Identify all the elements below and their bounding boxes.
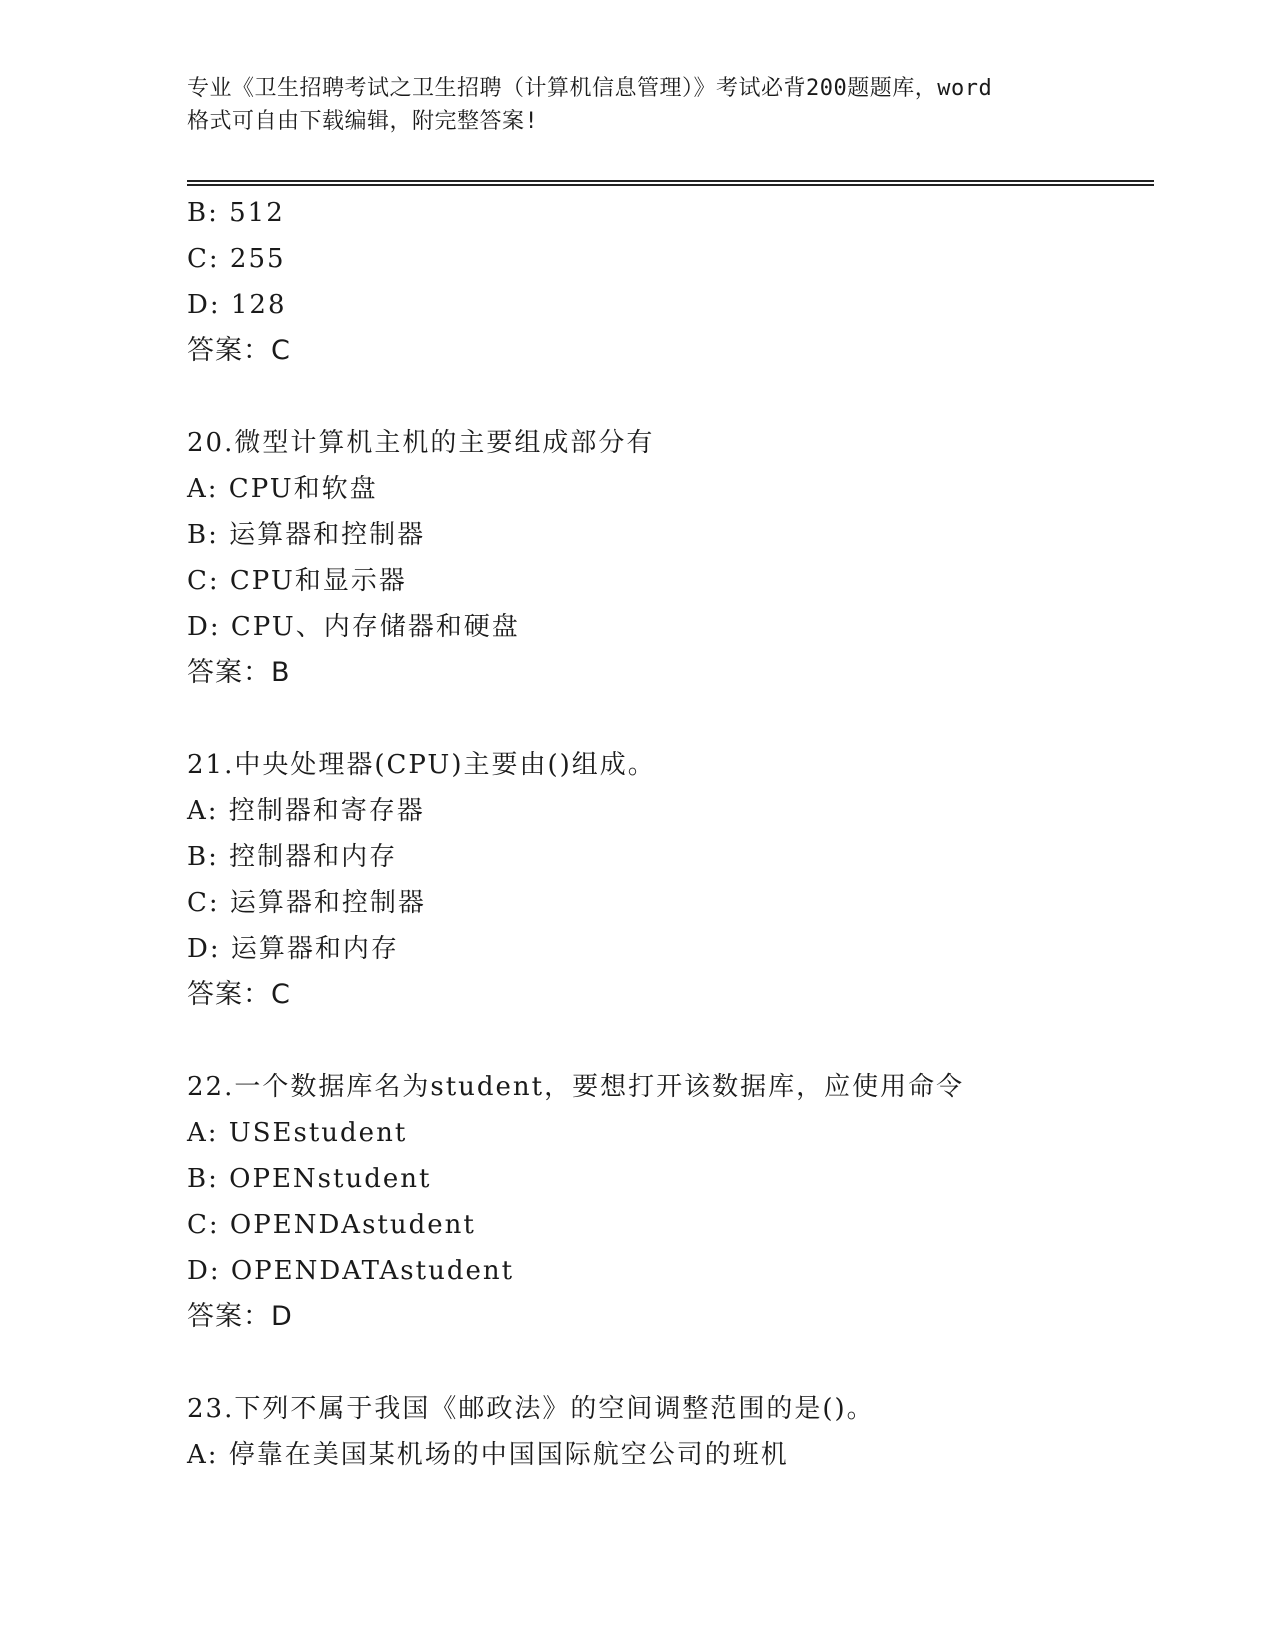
answer-line: 答案：B: [187, 657, 291, 688]
option-a: A: 停靠在美国某机场的中国国际航空公司的班机: [187, 1440, 789, 1470]
question-21: [187, 742, 1147, 1018]
option-b: B: 运算器和控制器: [187, 520, 426, 550]
spacer: [187, 1018, 1147, 1064]
question-list: [187, 190, 1147, 1478]
option-c: C: OPENDAstudent: [187, 1210, 476, 1240]
header-line-2: 格式可自由下载编辑，附完整答案!: [187, 109, 539, 134]
option-d: D: CPU、内存储器和硬盘: [187, 612, 520, 642]
option-b: B: OPENstudent: [187, 1164, 432, 1194]
header-divider-top: [187, 180, 1154, 182]
header-line-1: 专业《卫生招聘考试之卫生招聘（计算机信息管理）》考试必背200题题库，word: [187, 76, 993, 101]
option-b: B: 控制器和内存: [187, 842, 398, 872]
header-divider-bottom: [187, 184, 1154, 186]
answer-line: 答案：C: [187, 979, 291, 1010]
question-stem: 20.微型计算机主机的主要组成部分有: [187, 428, 655, 458]
option-a: A: USEstudent: [187, 1118, 408, 1148]
question-23: [187, 1386, 1147, 1478]
question-20: [187, 420, 1147, 696]
document-header: [187, 72, 1087, 138]
spacer: [187, 1340, 1147, 1386]
option-a: A: CPU和软盘: [187, 474, 378, 504]
option-b: B: 512: [187, 198, 285, 228]
question-stem: 21.中央处理器(CPU)主要由()组成。: [187, 750, 656, 780]
option-a: A: 控制器和寄存器: [187, 796, 425, 826]
option-d: D: 运算器和内存: [187, 934, 399, 964]
option-c: C: CPU和显示器: [187, 566, 407, 596]
question-stem: 22.一个数据库名为student，要想打开该数据库，应使用命令: [187, 1072, 965, 1102]
spacer: [187, 696, 1147, 742]
option-d: D: 128: [187, 290, 287, 320]
spacer: [187, 374, 1147, 420]
question-stem: 23.下列不属于我国《邮政法》的空间调整范围的是()。: [187, 1394, 875, 1424]
option-c: C: 运算器和控制器: [187, 888, 426, 918]
question-22: [187, 1064, 1147, 1340]
option-c: C: 255: [187, 244, 286, 274]
option-d: D: OPENDATAstudent: [187, 1256, 515, 1286]
answer-line: 答案：C: [187, 335, 291, 366]
question-19-continued: [187, 190, 1147, 374]
answer-line: 答案：D: [187, 1301, 293, 1332]
